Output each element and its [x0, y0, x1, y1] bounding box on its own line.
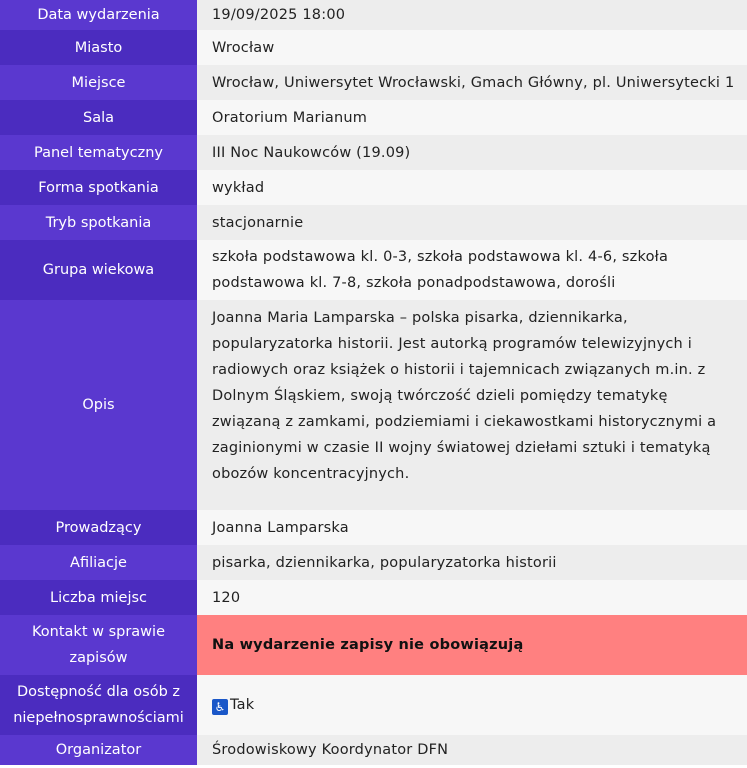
row-label: Miasto [0, 30, 197, 65]
row-value: Oratorium Marianum [197, 100, 747, 135]
row-label: Grupa wiekowa [0, 240, 197, 300]
row-room [0, 100, 747, 135]
row-meeting-mode [0, 205, 747, 240]
row-value: szkoła podstawowa kl. 0-3, szkoła podstawowa kl. 4-6, szkoła podstawowa kl. 7-8, szkoła ponadpodstawowa, dorośli [197, 240, 747, 300]
row-label: Prowadzący [0, 510, 197, 545]
row-value: Wrocław, Uniwersytet Wrocławski, Gmach Główny, pl. Uniwersytecki 1 [197, 65, 747, 100]
row-event-date [0, 0, 747, 30]
row-label: Tryb spotkania [0, 205, 197, 240]
row-host [0, 510, 747, 545]
row-label: Sala [0, 100, 197, 135]
row-label: Dostępność dla osób z niepełnosprawnościami [0, 675, 197, 735]
row-age-group [0, 240, 747, 300]
row-label: Data wydarzenia [0, 0, 197, 30]
row-value: 120 [197, 580, 747, 615]
row-meeting-form [0, 170, 747, 205]
row-accessibility [0, 675, 747, 735]
row-label: Afiliacje [0, 545, 197, 580]
row-label: Panel tematyczny [0, 135, 197, 170]
row-organizer [0, 735, 747, 765]
wheelchair-icon: ♿ [212, 699, 228, 715]
row-value: 19/09/2025 18:00 [197, 0, 747, 30]
row-seats [0, 580, 747, 615]
row-description [0, 300, 747, 510]
accessibility-value: Tak [230, 697, 255, 713]
row-label: Liczba miejsc [0, 580, 197, 615]
row-label: Forma spotkania [0, 170, 197, 205]
row-city [0, 30, 747, 65]
row-value: wykład [197, 170, 747, 205]
row-value: III Noc Naukowców (19.09) [197, 135, 747, 170]
row-label: Kontakt w sprawie zapisów [0, 615, 197, 675]
row-value: pisarka, dziennikarka, popularyzatorka historii [197, 545, 747, 580]
row-affiliations [0, 545, 747, 580]
row-value: stacjonarnie [197, 205, 747, 240]
row-value-accessibility [197, 675, 747, 735]
row-value: Joanna Maria Lamparska – polska pisarka, dziennikarka, popularyzatorka historii. Jest autorką programów telewizyjnych i radiowych oraz książek o historii i tajemnicach związanych m.in. z Dolnym Śląskiem, swoją twórczość dzieli pomiędzy tematykę związaną z zamkami, podziemiami i ciekawostkami historycznymi a zaginionymi w czasie II wojny światowej dziełami sztuki i tematyką obozów koncentracyjnych. [197, 300, 747, 510]
row-thematic-panel [0, 135, 747, 170]
row-value: Joanna Lamparska [197, 510, 747, 545]
row-label: Organizator [0, 735, 197, 765]
registration-notice: Na wydarzenie zapisy nie obowiązują [197, 615, 747, 675]
row-registration-contact [0, 615, 747, 675]
row-label: Miejsce [0, 65, 197, 100]
row-label: Opis [0, 300, 197, 510]
row-value: Wrocław [197, 30, 747, 65]
row-place [0, 65, 747, 100]
row-value: Środowiskowy Koordynator DFN [197, 735, 747, 765]
